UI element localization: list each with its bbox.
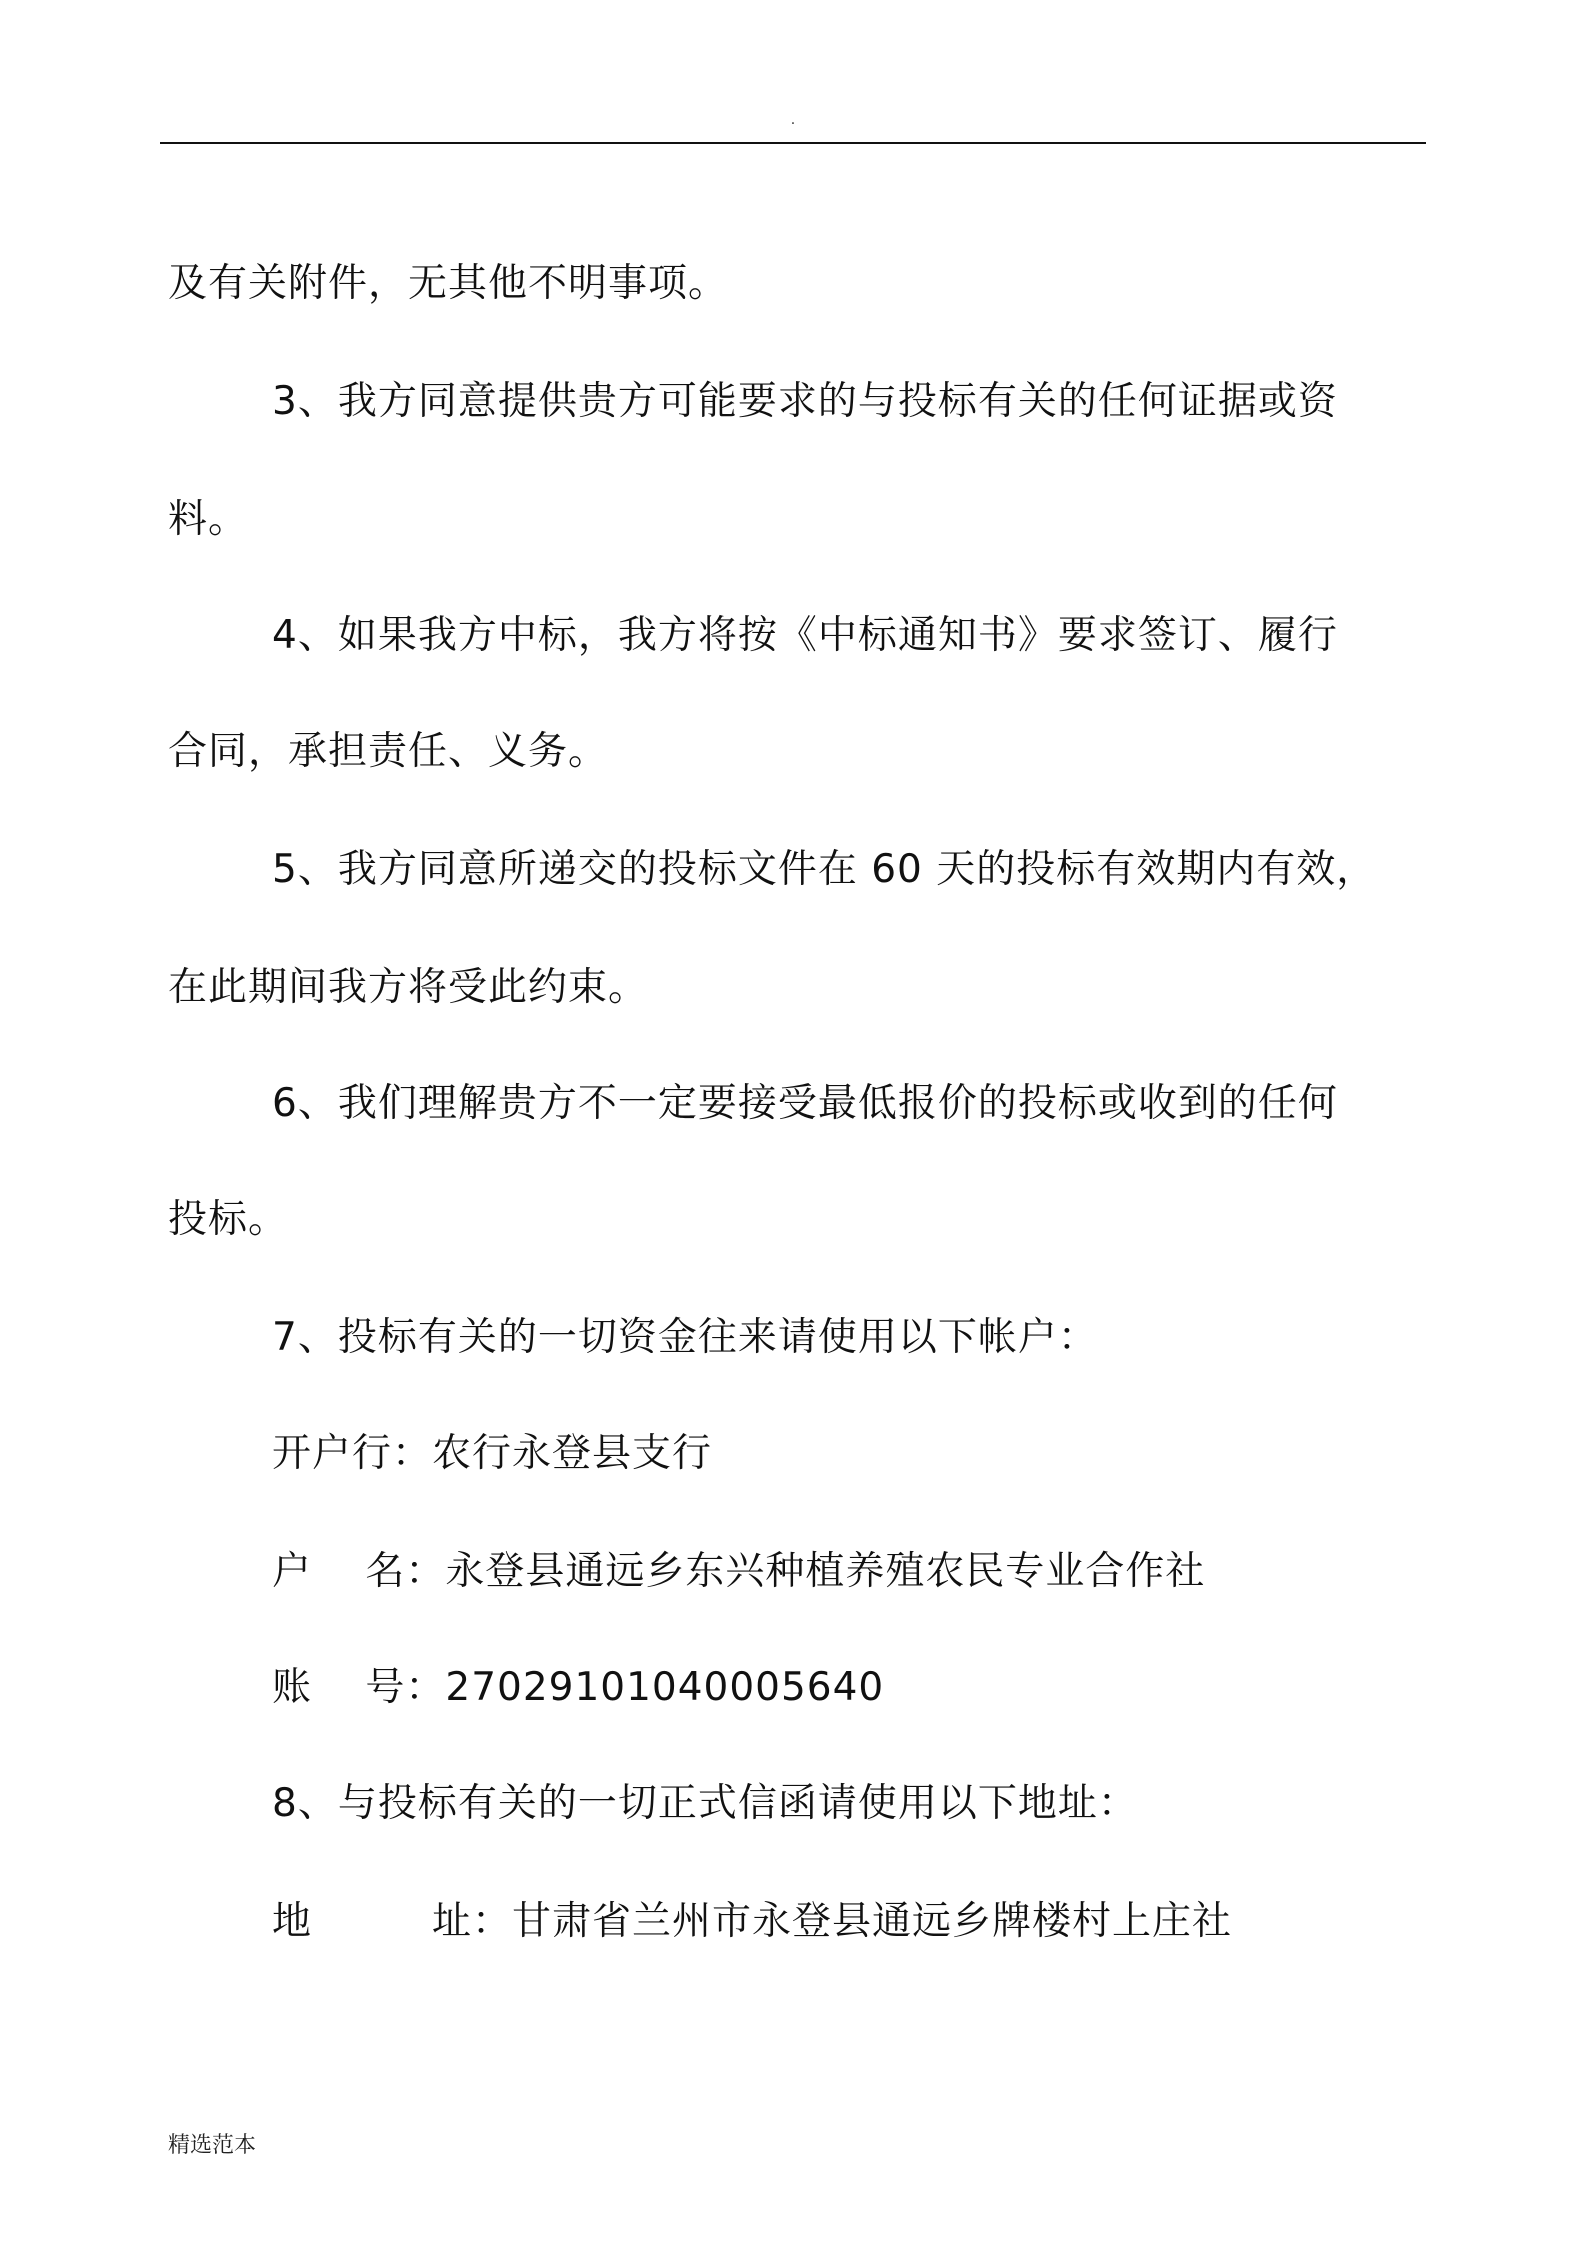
text-line: 5、我方同意所递交的投标文件在 60 天的投标有效期内有效，	[272, 847, 1377, 892]
text-line: 3、我方同意提供贵方可能要求的与投标有关的任何证据或资	[272, 379, 1338, 424]
text-line: 及有关附件，无其他不明事项。	[168, 261, 729, 306]
text-line: 7、投标有关的一切资金往来请使用以下帐户：	[272, 1315, 1098, 1360]
header-rule	[160, 142, 1426, 144]
text-line: 4、如果我方中标，我方将按《中标通知书》要求签订、履行	[272, 613, 1338, 658]
footer-label: 精选范本	[168, 2133, 257, 2158]
header-mark: .	[790, 112, 796, 128]
text-line: 在此期间我方将受此约束。	[168, 965, 649, 1010]
bank-name-line: 开户行：农行永登县支行	[272, 1431, 713, 1476]
text-line: 投标。	[168, 1197, 289, 1242]
address-line: 地 址：甘肃省兰州市永登县通远乡牌楼村上庄社	[272, 1899, 1233, 1944]
text-line: 料。	[168, 497, 249, 542]
text-line: 6、我们理解贵方不一定要接受最低报价的投标或收到的任何	[272, 1081, 1338, 1126]
text-line: 合同，承担责任、义务。	[168, 729, 609, 774]
account-name-line: 户 名：永登县通远乡东兴种植养殖农民专业合作社	[272, 1549, 1206, 1594]
text-line: 8、与投标有关的一切正式信函请使用以下地址：	[272, 1781, 1138, 1826]
account-number-line: 账 号：27029101040005640	[272, 1665, 885, 1710]
